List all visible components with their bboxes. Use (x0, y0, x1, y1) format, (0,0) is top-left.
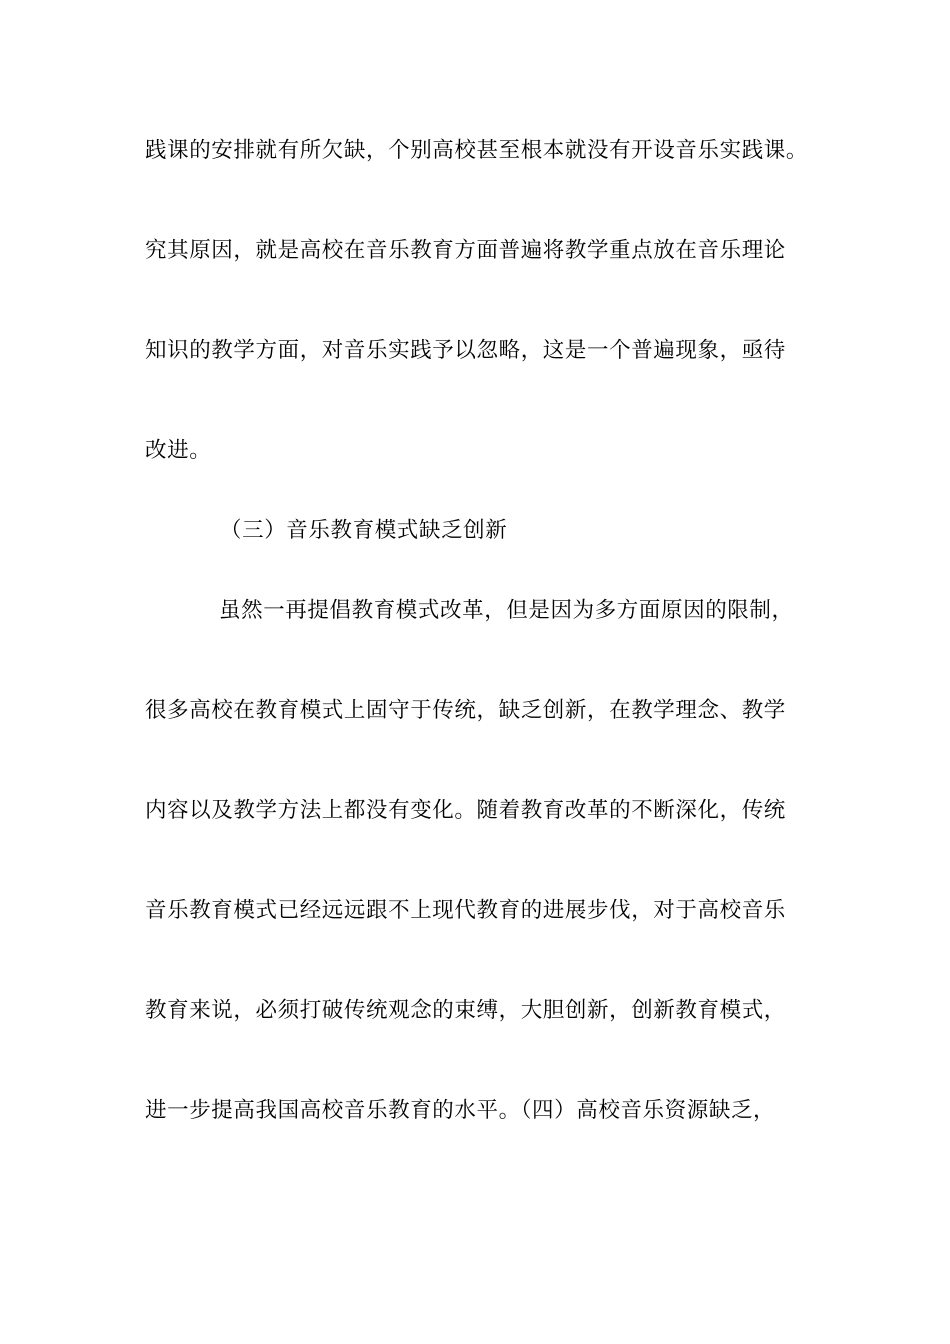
paragraph-line: 究其原因，就是高校在音乐教育方面普遍将教学重点放在音乐理论 (145, 238, 786, 263)
paragraph-line: 进一步提高我国高校音乐教育的水平。（四）高校音乐资源缺乏， (145, 1098, 776, 1123)
paragraph-line: 教育来说，必须打破传统观念的束缚，大胆创新，创新教育模式， (145, 998, 786, 1023)
section-heading: （三）音乐教育模式缺乏创新 (220, 518, 508, 543)
paragraph-line: 践课的安排就有所欠缺，个别高校甚至根本就没有开设音乐实践课。 (145, 138, 809, 163)
paragraph-line: 很多高校在教育模式上固守于传统，缺乏创新，在教学理念、教学 (145, 698, 786, 723)
paragraph-line: 知识的教学方面，对音乐实践予以忽略，这是一个普遍现象，亟待 (145, 338, 786, 363)
paragraph-line: 音乐教育模式已经远远跟不上现代教育的进展步伐，对于高校音乐 (145, 898, 786, 923)
paragraph-line: 虽然一再提倡教育模式改革，但是因为多方面原因的限制， (219, 598, 794, 623)
paragraph-line: 内容以及教学方法上都没有变化。随着教育改革的不断深化，传统 (145, 798, 786, 823)
paragraph-line: 改进。 (145, 438, 212, 463)
